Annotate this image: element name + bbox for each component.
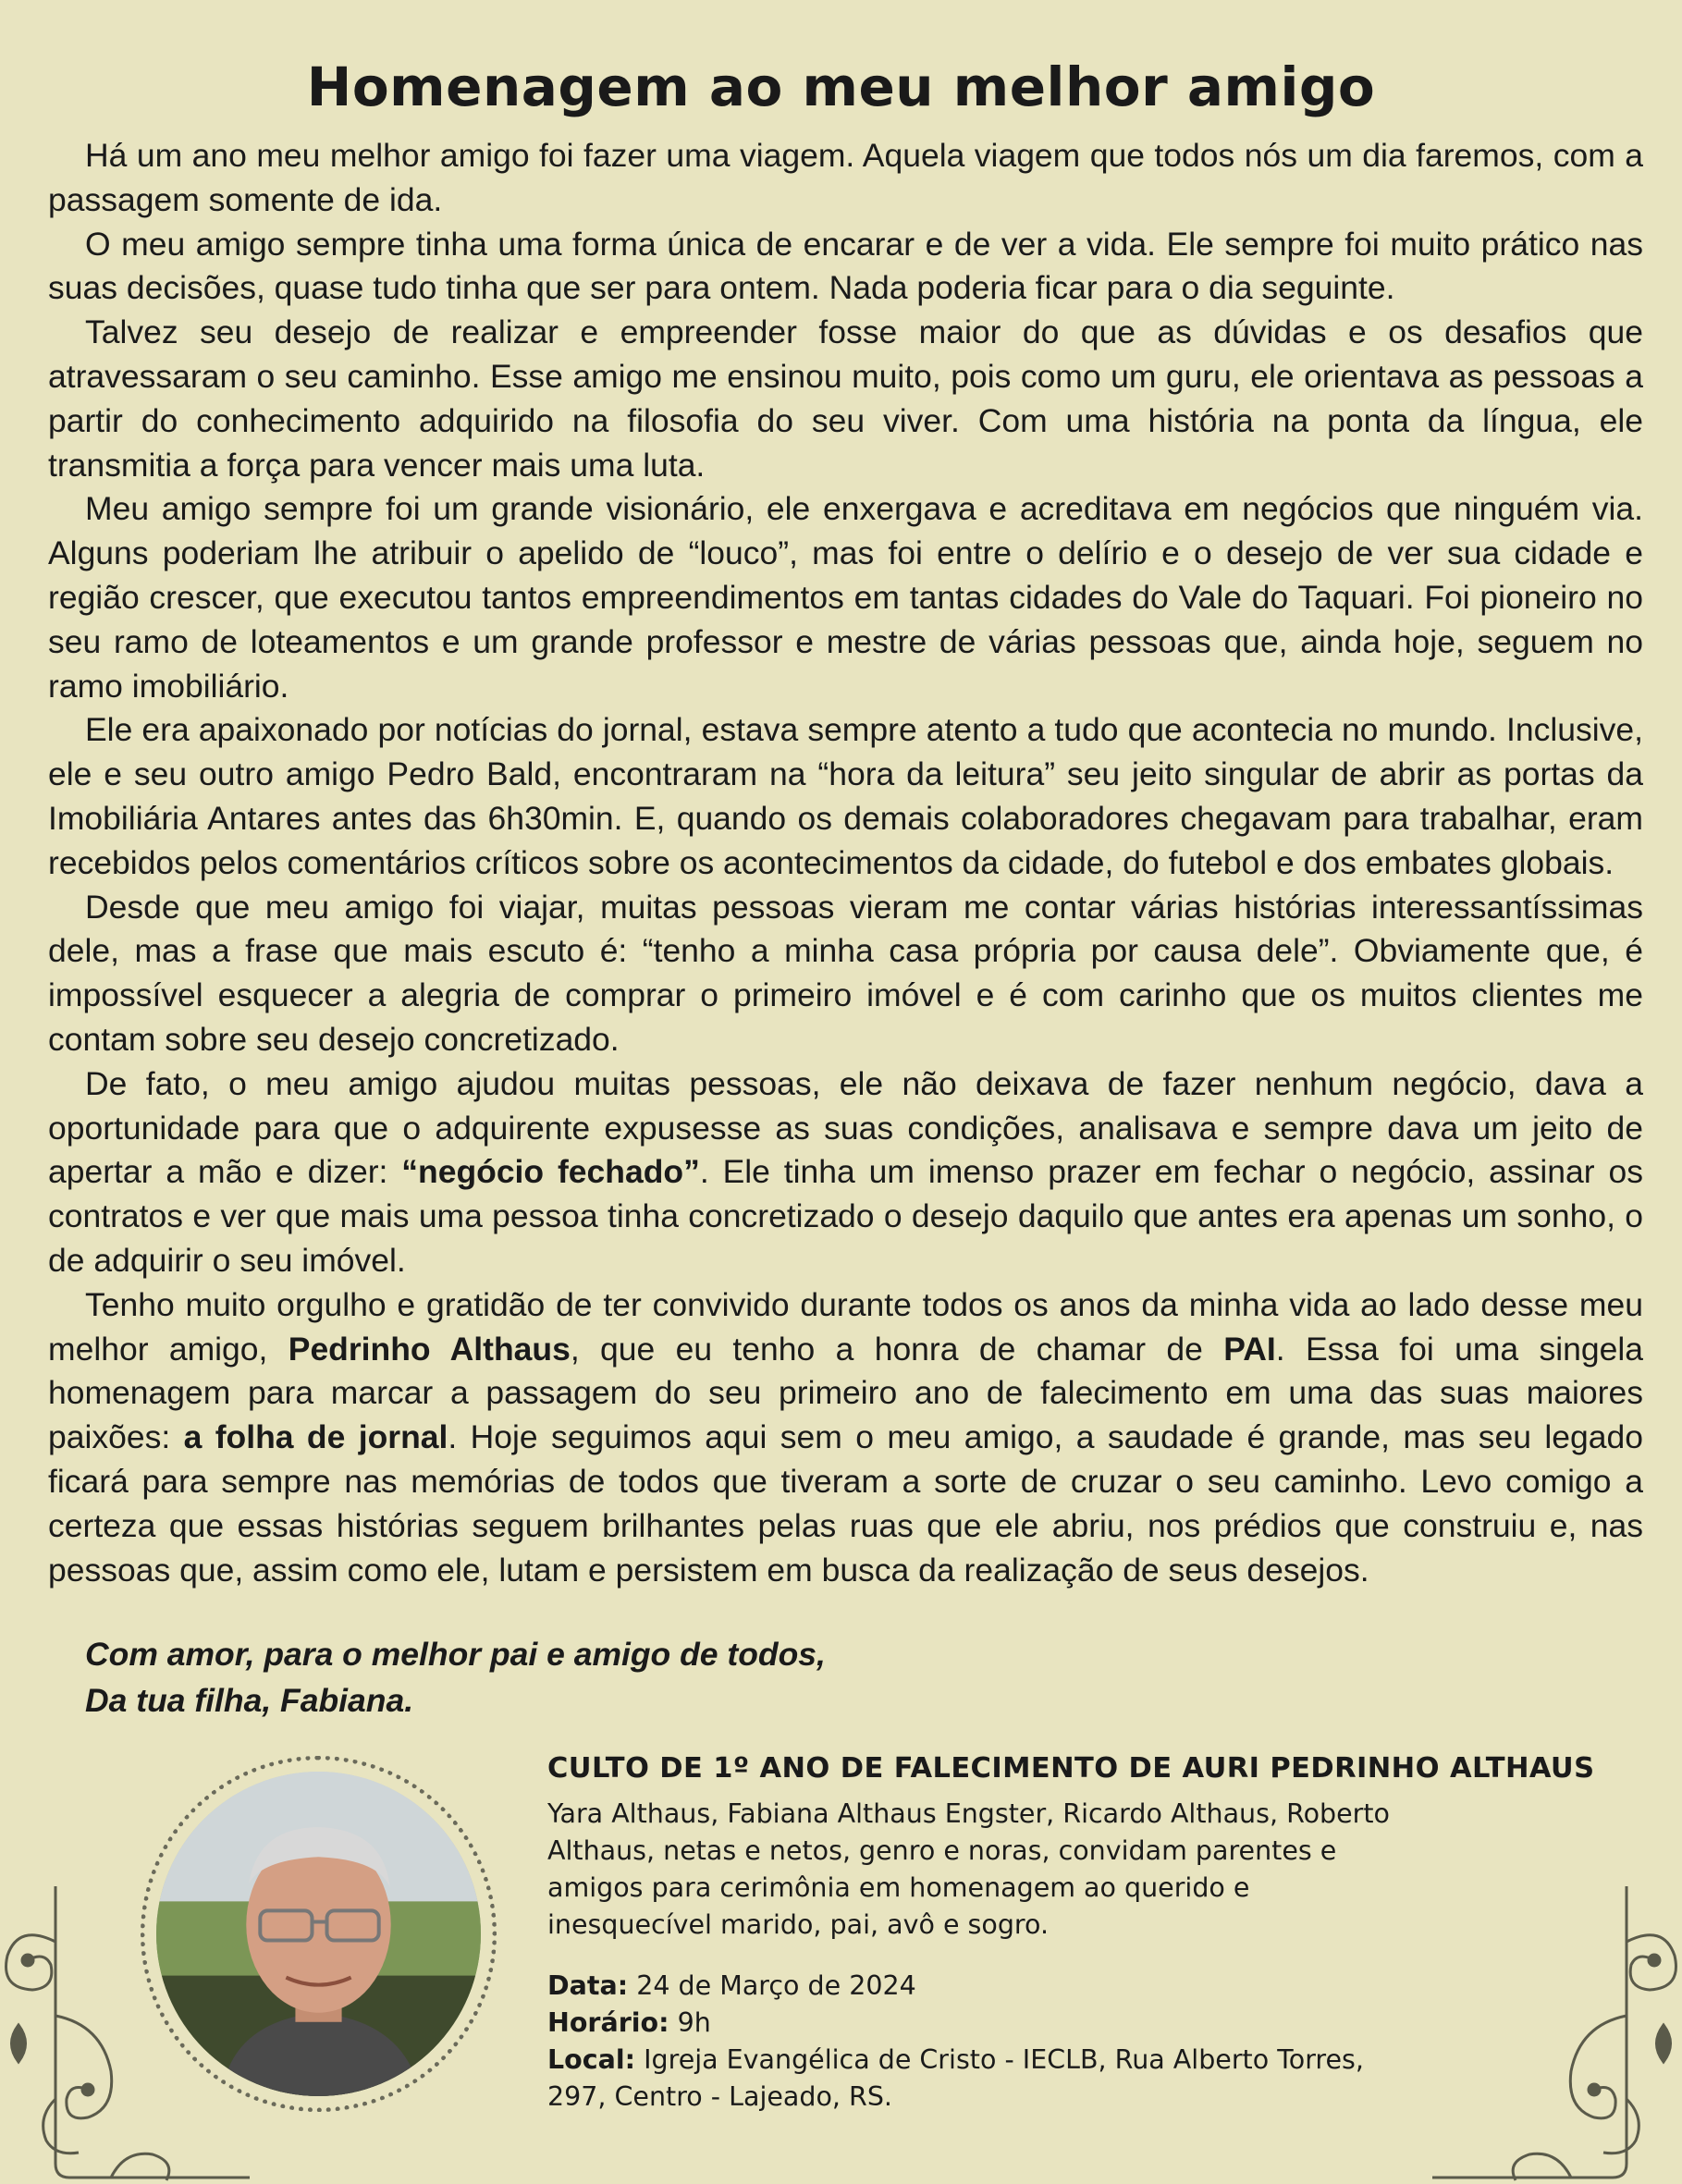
place-value: Igreja Evangélica de Cristo - IECLB, Rua Alberto Torres, 297, Centro - Lajeado, RS. [547,2044,1364,2112]
closing-line: Da tua filha, Fabiana. [85,1682,414,1719]
paragraph [48,1062,1643,1283]
portrait-illustration [156,1772,481,2096]
page-title: Homenagem ao meu melhor amigo [306,55,1376,118]
closing-signature [85,1631,826,1724]
paragraph: Há um ano meu melhor amigo foi fazer uma viagem. Aquela viagem que todos nós um dia faremos, com a passagem somente de ida. [48,137,1643,218]
text-run: . Ele tinha um imenso prazer em fechar o negócio, assinar os contratos e ver que mais uma pessoa tinha concretizado o desejo daquilo que antes era apenas um sonho, o de adquirir o seu imóvel. [48,1153,1643,1279]
text-run: De fato, o meu amigo ajudou muitas pessoas, ele não deixava de fazer nenhum negócio, dava a oportunidade para que o adquirente expusesse as suas condições, analisava e sempre dava um jeito de apertar a mão e dizer: [48,1064,1643,1191]
bold-quote: “negócio fechado” [401,1153,700,1191]
memorial-service-notice [547,1752,1595,2116]
service-date [547,1968,1380,2005]
paragraph: Meu amigo sempre foi um grande visionário, ele enxergava e acreditava em negócios que ninguém via. Alguns poderiam lhe atribuir o apelido de “louco”, mas foi entre o delírio e o desejo de ver sua cidade e região crescer, que executou tantos empreendimentos em tantas cidades do Vale do Taquari. Foi pioneiro no seu ramo de loteamentos e um grande professor e mestre de várias pessoas que, ainda hoje, seguem no ramo imobiliário. [48,490,1643,705]
service-location [547,2042,1380,2116]
text-run: . Hoje seguimos aqui sem o meu amigo, a saudade é grande, mas seu legado ficará para sempre nas memórias de todos que tiveram a sorte de cruzar o seu caminho. Levo comigo a certeza que essas histórias seguem brilhantes pelas ruas que ele abriu, nos prédios que construiu e, nas pessoas que, assim como ele, lutam e persistem em busca da realização de seus desejos. [48,1418,1643,1589]
text-run: . Essa foi uma singela homenagem para marcar a passagem do seu primeiro ano de falecimento em uma das suas maiores paixões: [48,1330,1643,1456]
closing-line: Com amor, para o melhor pai e amigo de todos, [85,1636,826,1673]
paragraph: Ele era apaixonado por notícias do jornal, estava sempre atento a tudo que acontecia no mundo. Inclusive, ele e seu outro amigo Pedro Bald, encontraram na “hora da leitura” seu jeito singular de abrir as portas da Imobiliária Antares antes das 6h30min. E, quando os demais colaboradores chegavam para trabalhar, eram recebidos pelos comentários críticos sobre os acontecimentos da cidade, do futebol e dos embates globais. [48,711,1643,881]
time-label: Horário: [547,2007,669,2038]
place-label: Local: [547,2044,636,2075]
paragraph: Talvez seu desejo de realizar e empreender fosse maior do que as dúvidas e os desafios que atravessaram o seu caminho. Esse amigo me ensinou muito, pois como um guru, ele orientava as pessoas a partir do conhecimento adquirido na filosofia do seu viver. Com uma história na ponta da língua, ele transmitia a força para vencer mais uma luta. [48,313,1643,484]
text-run: Tenho muito orgulho e gratidão de ter convivido durante todos os anos da minha vida ao lado desse meu melhor amigo, [48,1285,1643,1368]
bold-newspaper: a folha de jornal [183,1418,448,1456]
tribute-article [48,134,1643,1592]
date-value: 24 de Março de 2024 [628,1970,916,2001]
portrait-photo [156,1772,481,2096]
portrait-frame [141,1756,497,2112]
paragraph: Desde que meu amigo foi viajar, muitas pessoas vieram me contar várias histórias interessantíssimas dele, mas a frase que mais escuto é: “tenho a minha casa própria por causa dele”. Obviamente que, é impossível esquecer a alegria de comprar o primeiro imóvel e é com carinho que os muitos clientes me contam sobre seu desejo concretizado. [48,888,1643,1058]
service-time [547,2005,1380,2042]
paragraph: O meu amigo sempre tinha uma forma única de encarar e de ver a vida. Ele sempre foi muito prático nas suas decisões, quase tudo tinha que ser para ontem. Nada poderia ficar para o dia seguinte. [48,225,1643,307]
time-value: 9h [669,2007,711,2038]
bold-name: Pedrinho Althaus [288,1330,571,1368]
paragraph [48,1283,1643,1593]
bold-pai: PAI [1223,1330,1276,1368]
date-label: Data: [547,1970,629,2001]
notice-title: CULTO DE 1º ANO DE FALECIMENTO DE AURI PEDRINHO ALTHAUS [547,1752,1595,1785]
text-run: , que eu tenho a honra de chamar de [570,1330,1224,1368]
service-details [547,1968,1380,2116]
notice-invitation: Yara Althaus, Fabiana Althaus Engster, Ricardo Althaus, Roberto Althaus, netas e netos, genro e noras, convidam parentes e amigos para cerimônia em homenagem ao querido e inesquecível marido, pai, avô e sogro. [547,1798,1390,1940]
